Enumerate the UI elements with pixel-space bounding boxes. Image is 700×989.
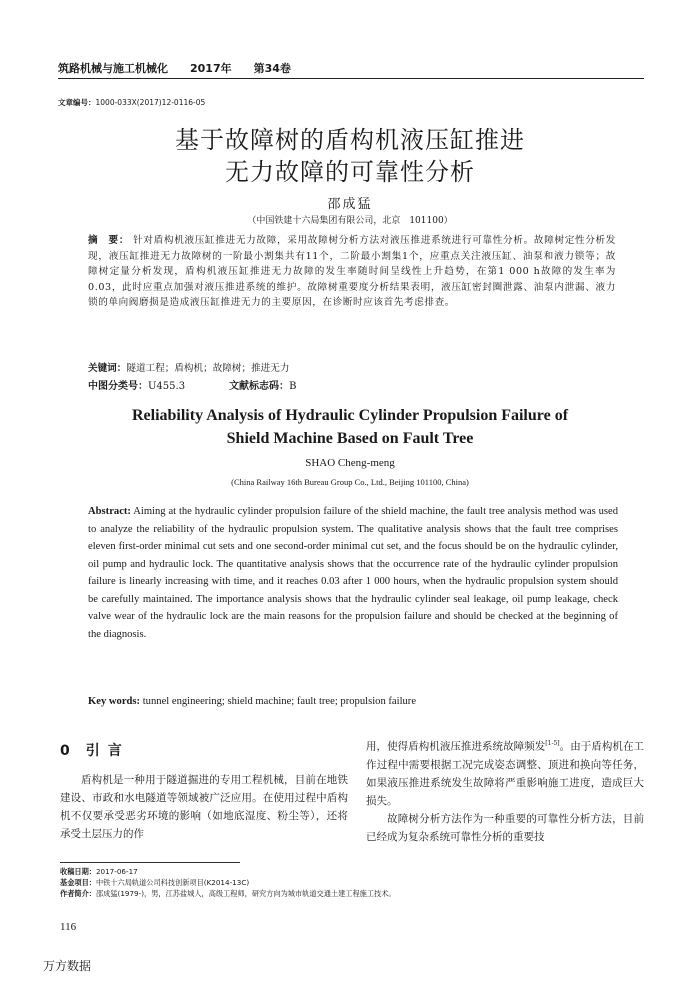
author-bio-label: 作者简介： [60,889,96,898]
keywords-cn-text: 隧道工程；盾构机；故障树；推进无力 [126,363,290,374]
author-bio-text: 邵成猛(1979-)，男，江苏盐城人，高级工程师，研究方向为城市轨道交通土建工程施工技术。 [95,889,396,898]
body-right-p1-a: 用，使得盾构机液压推进系统故障频发 [366,740,546,753]
body-right-paragraph-2: 故障树分析方法作为一种重要的可靠性分析方法，目前已经成为复杂系统可靠性分析的重要技 [366,812,644,843]
doc-code-value: B [289,381,297,392]
keywords-en-text: tunnel engineering; shield machine; fault tree; propulsion failure [140,696,417,707]
section-number: 0 [60,743,70,759]
received-label: 收稿日期： [60,867,96,876]
abstract-cn [88,233,616,311]
classification-line [88,377,296,392]
article-number [58,97,205,108]
body-right-paragraph-1 [366,735,644,810]
abstract-en-text: Aiming at the hydraulic cylinder propulsion failure of the shield machine, the fault tree analysis method was used to analyze the reliability of the hydraulic propulsion system. The qualitative analysis shows that the fault tree comprises eleven first-order minimal cut sets and one second-order minimal cut set, and the focus should be on the hydraulic cylinder, oil pump and hydraulic lock. The quantitative analysis shows that the occurrence rate of the hydraulic cylinder propulsion failure is linearly increasing with time, and it reaches 0.03 after 1 000 hours, when the hydraulic propulsion system should be carefully maintained. The importance analysis shows that the hydraulic cylinder seal leakage, oil pump leakage, check valve wear of the hydraulic lock are the main reasons for the propulsion failure and should be checked at the beginning of the diagnosis. [88,506,618,640]
section-heading [60,740,130,760]
body-right-p1-b: 。由于盾构机在工作过程中需要根据工况完成姿态调整、顶进和换向等任务，如果液压推进系统发生故障将严重影响施工进度，造成巨大损失。 [366,740,645,807]
title-en-line1: Reliability Analysis of Hydraulic Cylinder Propulsion Failure of [131,407,569,424]
body-left-column [60,771,348,843]
running-header [58,60,313,76]
abstract-en-label: Abstract: [88,506,131,517]
fund-text: 中铁十六局轨道公司科技创新项目(K2014-13C) [95,878,250,887]
page-number: 116 [60,921,77,933]
footnote-author [60,889,650,899]
fund-label: 基金项目： [60,878,96,887]
article-number-value: 1000-033X(2017)12-0116-05 [95,98,206,107]
title-cn-line1: 基于故障树的盾构机液压缸推进 [175,126,525,154]
abstract-en [88,503,618,643]
abstract-cn-label: 摘 要： [88,235,130,246]
keywords-cn-label: 关键词： [88,363,127,374]
body-left-paragraph: 盾构机是一种用于隧道掘进的专用工程机械，目前在地铁建设、市政和水电隧道等领域被广泛应用。在使用过程中盾构机不仅要承受恶劣环境的影响（如地底湿度、粉尘等），还将承受土层压力的作 [60,774,348,840]
keywords-en-label: Key words: [88,696,141,707]
journal-year: 2017年 [190,62,232,75]
author-en: SHAO Cheng-meng [305,457,395,469]
abstract-cn-text: 针对盾构机液压缸推进无力故障，采用故障树分析方法对液压推进系统进行可靠性分析。故障树定性分析发现，液压缸推进无力故障树的一阶最小割集共有11个，二阶最小割集1个，应重点关注液压缸、油泵和液力锁等；故障树定量分析发现，盾构机液压缸推进无力故障的发生率随时间呈线性上升趋势，在第1 000 h故障的发生率为0.03，此时应重点加强对液压推进系统的维护。故障树重要度分析结果表明，液压缸密封圈泄露、油泵内泄漏、液力锁的单向阀磨损是造成液压缸推进无力的主要原因，在诊断时应该首先考虑排查。 [88,235,616,308]
keywords-en [88,696,618,707]
title-cn-line2: 无力故障的可靠性分析 [225,158,475,186]
header-rule [58,78,644,79]
body-right-column [366,735,644,846]
journal-volume: 第34卷 [253,62,291,75]
title-en-line2: Shield Machine Based on Fault Tree [226,430,474,447]
citation-ref: [1-5] [545,740,560,747]
received-date: 2017-06-17 [95,867,138,876]
keywords-cn [88,360,616,374]
clc-label: 中图分类号： [88,381,148,392]
affiliation-cn: （中国铁建十六局集团有限公司，北京 101100） [247,216,453,226]
footnote-fund [60,878,650,888]
doc-code-label: 文献标志码： [229,381,290,392]
journal-name: 筑路机械与施工机械化 [58,62,168,75]
footnote-received [60,867,650,877]
section-title: 引言 [85,743,130,759]
clc-value: U455.3 [148,381,186,392]
affiliation-en: (China Railway 16th Bureau Group Co., Ltd., Beijing 101100, China) [231,477,469,487]
author-cn: 邵成猛 [327,197,373,212]
footnote-rule [60,862,240,863]
article-number-label: 文章编号： [58,98,96,107]
watermark: 万方数据 [43,959,92,973]
